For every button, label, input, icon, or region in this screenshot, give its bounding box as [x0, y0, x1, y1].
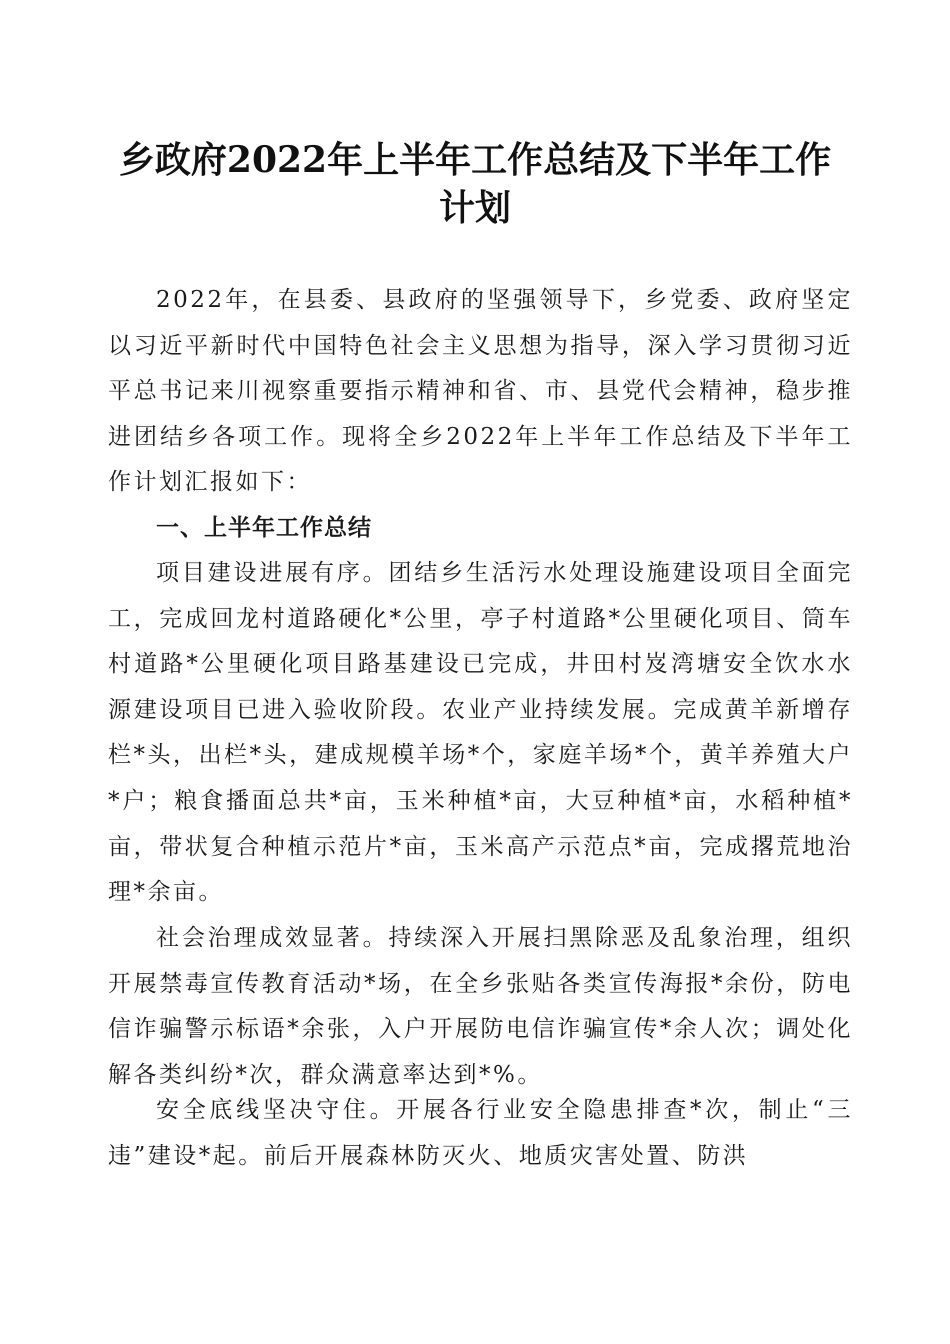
- section-heading: 一、上半年工作总结: [156, 515, 372, 541]
- projects-paragraph: 项目建设进展有序。团结乡生活污水处理设施建设项目全面完工，完成回龙村道路硬化*公里，亭子村道路*公里硬化项目、筒车村道路*公里硬化项目路基建设已完成，井田村岌湾塘安全饮水水源建设项目已进入验收阶段。农业产业持续发展。完成黄羊新增存栏*头，出栏*头，建成规模羊场*个，家庭羊场*个，黄羊养殖大户*户；粮食播面总共*亩，玉米种植*亩，大豆种植*亩，水稻种植*亩，带状复合种植示范片*亩，玉米高产示范点*亩，完成撂荒地治理*余亩。: [108, 560, 853, 906]
- document-title-line-1: 乡政府2022年上半年工作总结及下半年工作: [118, 139, 832, 181]
- safety-paragraph: 安全底线坚决守住。开展各行业安全隐患排查*次，制止“三违”建设*起。前后开展森林防灭火、地质灾害处置、防洪: [108, 1097, 853, 1169]
- intro-paragraph: 2022年，在县委、县政府的坚强领导下，乡党委、政府坚定以习近平新时代中国特色社会主义思想为指导，深入学习贯彻习近平总书记来川视察重要指示精神和省、市、县党代会精神，稳步推进团结乡各项工作。现将全乡2022年上半年工作总结及下半年工作计划汇报如下：: [108, 287, 853, 496]
- document-title-line-2: 计划: [438, 187, 511, 229]
- social-governance-paragraph: 社会治理成效显著。持续深入开展扫黑除恶及乱象治理，组织开展禁毒宣传教育活动*场，在全乡张贴各类宣传海报*余份，防电信诈骗警示标语*余张，入户开展防电信诈骗宣传*余人次；调处化解各类纠纷*次，群众满意率达到*%。: [108, 925, 853, 1088]
